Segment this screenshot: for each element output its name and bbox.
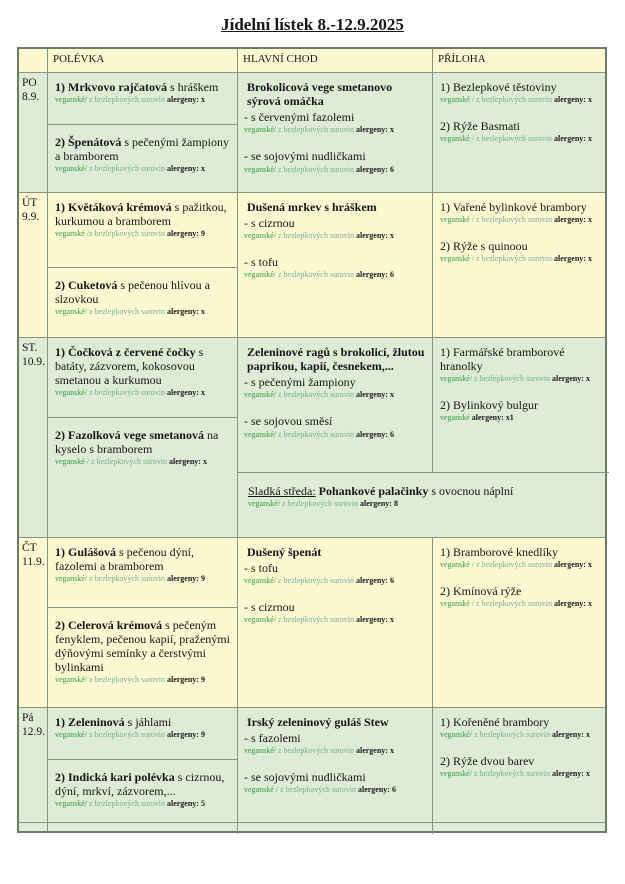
allergen-line: veganské / z bezlepkových surovin alergeny: 6 bbox=[244, 785, 396, 795]
side-cell-pa bbox=[432, 708, 609, 822]
soup-name: 2) Cuketová bbox=[55, 278, 118, 292]
side-2 bbox=[440, 119, 604, 144]
allergen-line: veganské/ z bezlepkových surovin alergeny: x bbox=[440, 769, 590, 779]
allergen-line: veganské/ z bezlepkových surovin alergeny: 9 bbox=[55, 730, 205, 740]
empty-cell bbox=[19, 823, 47, 831]
side-text: 1) Farmářské bramborové hranolky bbox=[440, 345, 565, 374]
allergen-line: veganské / z bezlepkových surovin alergeny: x bbox=[440, 599, 592, 609]
main-side-top bbox=[238, 338, 609, 473]
soup-desc: s batáty, zázvorem, kokosovou smetanou a kurkumou bbox=[55, 345, 204, 388]
side-text: 2) Kmínová rýže bbox=[440, 584, 522, 599]
side-cell-ct bbox=[432, 538, 609, 707]
allergen-line: veganské/ z bezlepkových surovin alergeny: 6 bbox=[244, 429, 394, 439]
option-text: - s tofu bbox=[244, 561, 278, 576]
side-2 bbox=[440, 239, 604, 264]
soup-desc: na kyselo s bramborem bbox=[55, 428, 219, 457]
side-1 bbox=[440, 345, 604, 384]
empty-cell bbox=[237, 823, 432, 834]
sweet-wednesday-cell bbox=[238, 473, 609, 537]
allergen-line: veganské/ z bezlepkových surovin alergeny: x bbox=[244, 125, 394, 135]
day-cell-pa bbox=[19, 708, 47, 822]
soup-1 bbox=[48, 708, 237, 760]
main-option-2 bbox=[244, 149, 426, 174]
side-text: 2) Rýže Basmati bbox=[440, 119, 520, 134]
soup-name: 2) Indická kari polévka bbox=[55, 770, 175, 784]
empty-bottom-row bbox=[19, 822, 605, 831]
allergen-line: veganské/ z bezlepkových surovin alergeny: 9 bbox=[55, 675, 205, 685]
side-text: 2) Rýže dvou barev bbox=[440, 754, 535, 769]
allergen-line: veganské/ z bezlepkových surovin alergeny: 8 bbox=[248, 499, 398, 509]
allergen-line: veganské/ z bezlepkových surovin alergeny: x bbox=[244, 390, 394, 400]
allergen-line: veganské/ z bezlepkových surovin alergeny: 6 bbox=[244, 270, 394, 280]
soup-cell-ut bbox=[47, 193, 237, 337]
soup-2 bbox=[48, 760, 237, 822]
soup-name: 1) Zeleninová bbox=[55, 715, 125, 729]
main-option-1 bbox=[244, 216, 426, 241]
soup-desc: s hráškem bbox=[166, 80, 219, 94]
side-2 bbox=[440, 584, 604, 609]
main-cell-st bbox=[238, 338, 432, 472]
day-date: 10.9. bbox=[22, 356, 45, 369]
side-text: 2) Rýže s quinoou bbox=[440, 239, 528, 254]
option-text: - s tofu bbox=[244, 255, 278, 270]
soup-name: 2) Špenátová bbox=[55, 135, 122, 149]
soup-name: 2) Fazolková vege smetanová bbox=[55, 428, 204, 442]
main-option-1 bbox=[244, 561, 426, 586]
side-text: 1) Bezlepkové těstoviny bbox=[440, 80, 557, 94]
main-option-2 bbox=[244, 600, 426, 625]
soup-name: 1) Gulášová bbox=[55, 545, 117, 559]
soup-2 bbox=[48, 608, 237, 707]
soup-desc: s pečeným fenyklem, pečenou kapií, praženými dýňovými semínky a čerstvými bylinkami bbox=[55, 618, 230, 675]
soup-name: 2) Celerová krémová bbox=[55, 618, 163, 632]
soup-1 bbox=[48, 538, 237, 608]
soup-desc: s pečenou dýní, fazolemi a bramborem bbox=[55, 545, 194, 574]
soup-name: 1) Mrkvovo rajčatová bbox=[55, 80, 167, 94]
menu-row-st bbox=[19, 337, 605, 537]
soup-2 bbox=[48, 268, 237, 337]
allergen-line: veganské / z bezlepkových surovin alergeny: x bbox=[440, 560, 592, 570]
day-date: 12.9. bbox=[22, 726, 45, 739]
allergen-line: veganské/ z bezlepkových surovin alergeny: x bbox=[244, 615, 394, 625]
day-date: 9.9. bbox=[22, 211, 40, 224]
soup-desc: s pečenou hlívou a slzovkou bbox=[55, 278, 210, 307]
soup-1 bbox=[48, 73, 237, 125]
day-date: 8.9. bbox=[22, 91, 40, 104]
side-1 bbox=[440, 545, 604, 570]
main-option-2 bbox=[244, 414, 426, 439]
allergen-line: veganské/ z bezlepkových surovin alergeny: x bbox=[55, 307, 205, 317]
day-abbr: ČT bbox=[22, 542, 37, 554]
sweet-wednesday-label: Sladká středa: bbox=[248, 484, 316, 498]
menu-title-text: Jídelní lístek 8.-12.9.2025 bbox=[221, 15, 404, 34]
header-row bbox=[19, 49, 605, 72]
allergen-line: veganské / z bezlepkových surovin alergeny: x bbox=[440, 254, 592, 264]
empty-cell bbox=[432, 823, 609, 834]
allergen-line: veganské/ z bezlepkových surovin alergeny: x bbox=[244, 231, 394, 241]
main-side-wrap-st bbox=[237, 338, 609, 537]
main-option-1 bbox=[244, 110, 426, 135]
allergen-line: veganské/ z bezlepkových surovin alergeny: 6 bbox=[244, 164, 394, 174]
day-abbr: ST. bbox=[22, 342, 38, 354]
allergen-line: veganské/ z bezlepkových surovin alergeny: x bbox=[55, 164, 205, 174]
soup-2 bbox=[48, 125, 237, 192]
allergen-line: veganské/ z bezlepkových surovin alergeny: 5 bbox=[55, 799, 205, 809]
allergen-line: veganské/ z bezlepkových surovin alergeny: x bbox=[55, 388, 205, 398]
menu-row-ut bbox=[19, 192, 605, 337]
option-text: - s červenými fazolemi bbox=[244, 110, 355, 125]
main-option-1 bbox=[244, 375, 426, 400]
main-option-1 bbox=[244, 731, 426, 756]
main-cell-po bbox=[237, 73, 432, 192]
allergen-line: veganské /z bezlepkových surovin alergeny: 9 bbox=[55, 229, 205, 239]
soup-cell-pa bbox=[47, 708, 237, 822]
main-title: Zeleninové ragů s brokolicí, žlutou paprikou, kapií, česnekem,... bbox=[247, 345, 425, 374]
side-2 bbox=[440, 398, 604, 423]
side-1 bbox=[440, 80, 604, 105]
soup-2 bbox=[48, 418, 237, 537]
main-cell-pa bbox=[237, 708, 432, 822]
main-title: Dušený špenát bbox=[247, 545, 322, 559]
soup-1 bbox=[48, 193, 237, 268]
side-text: 1) Vařené bylinkové brambory bbox=[440, 200, 587, 214]
main-option-2 bbox=[244, 770, 426, 795]
allergen-line: veganské/ z bezlepkových surovin alergeny: 9 bbox=[55, 574, 205, 584]
soup-desc: s jáhlami bbox=[124, 715, 172, 729]
side-cell-po bbox=[432, 73, 609, 192]
allergen-line: veganské/ z bezlepkových surovin alergeny: 6 bbox=[244, 576, 394, 586]
day-abbr: PO bbox=[22, 77, 37, 89]
day-cell-ct bbox=[19, 538, 47, 707]
side-text: 1) Kořeněné brambory bbox=[440, 715, 550, 729]
option-text: - s fazolemi bbox=[244, 731, 301, 746]
sweet-wednesday-dish: Pohankové palačinky bbox=[315, 484, 429, 498]
soup-cell-ct bbox=[47, 538, 237, 707]
allergen-line: veganské / z bezlepkových surovin alergeny: x bbox=[440, 134, 592, 144]
allergen-line: veganské / z bezlepkových surovin alergeny: x bbox=[55, 457, 207, 467]
side-text: 1) Bramborové knedlíky bbox=[440, 545, 558, 559]
menu-table bbox=[17, 47, 607, 833]
main-title: Brokolicová vege smetanovo sýrová omáčka bbox=[247, 80, 393, 109]
allergen-line: veganské / z bezlepkových surovin alergeny: x bbox=[440, 95, 592, 105]
page-title bbox=[0, 15, 625, 35]
day-abbr: ÚT bbox=[22, 197, 38, 209]
soup-name: 1) Květáková krémová bbox=[55, 200, 172, 214]
side-text: 2) Bylinkový bulgur bbox=[440, 398, 538, 413]
allergen-line: veganské/ z bezlepkových surovin alergeny: x bbox=[440, 730, 590, 740]
day-cell-ut bbox=[19, 193, 47, 337]
option-text: - se sojovými nudličkami bbox=[244, 149, 366, 164]
side-2 bbox=[440, 754, 604, 779]
header-main: HLAVNÍ CHOD bbox=[237, 49, 432, 72]
option-text: - s pečenými žampiony bbox=[244, 375, 356, 390]
main-option-2 bbox=[244, 255, 426, 280]
side-cell-st bbox=[432, 338, 609, 472]
side-1 bbox=[440, 200, 604, 225]
day-date: 11.9. bbox=[22, 556, 45, 569]
soup-cell-po bbox=[47, 73, 237, 192]
main-title: Irský zeleninový guláš Stew bbox=[247, 715, 389, 729]
menu-row-pa bbox=[19, 707, 605, 822]
soup-desc: s pažitkou, kurkumou a bramborem bbox=[55, 200, 227, 229]
sweet-wednesday-desc: s ovocnou náplní bbox=[428, 484, 514, 498]
soup-name: 1) Čočková z červené čočky bbox=[55, 345, 196, 359]
soup-cell-st bbox=[47, 338, 237, 537]
allergen-line: veganské/ z bezlepkových surovin alergeny: x bbox=[55, 95, 205, 105]
side-1 bbox=[440, 715, 604, 740]
main-cell-ut bbox=[237, 193, 432, 337]
allergen-line: veganské / z bezlepkových surovin alergeny: x bbox=[440, 215, 592, 225]
soup-desc: s cizrnou, dýní, mrkví, zázvorem,... bbox=[55, 770, 225, 799]
day-cell-st bbox=[19, 338, 47, 537]
day-abbr: Pá bbox=[22, 712, 34, 724]
allergen-line: veganské alergeny: x1 bbox=[440, 413, 514, 423]
soup-desc: s pečenými žampiony a bramborem bbox=[55, 135, 229, 164]
soup-1 bbox=[48, 338, 237, 418]
header-side: PŘÍLOHA bbox=[432, 49, 609, 72]
menu-row-po bbox=[19, 72, 605, 192]
option-text: - se sojovou směsí bbox=[244, 414, 333, 429]
day-cell-po bbox=[19, 73, 47, 192]
empty-cell bbox=[47, 823, 237, 831]
main-cell-ct bbox=[237, 538, 432, 707]
menu-row-ct bbox=[19, 537, 605, 707]
header-empty-cell bbox=[19, 49, 47, 72]
allergen-line: veganské/ z bezlepkových surovin alergeny: x bbox=[244, 746, 394, 756]
option-text: - s cizrnou bbox=[244, 600, 295, 615]
option-text: - se sojovými nudličkami bbox=[244, 770, 366, 785]
option-text: - s cizrnou bbox=[244, 216, 295, 231]
header-soup: POLÉVKA bbox=[47, 49, 237, 72]
side-cell-ut bbox=[432, 193, 609, 337]
allergen-line: veganské/ z bezlepkových surovin alergeny: x bbox=[440, 374, 590, 384]
main-title: Dušená mrkev s hráškem bbox=[247, 200, 377, 214]
